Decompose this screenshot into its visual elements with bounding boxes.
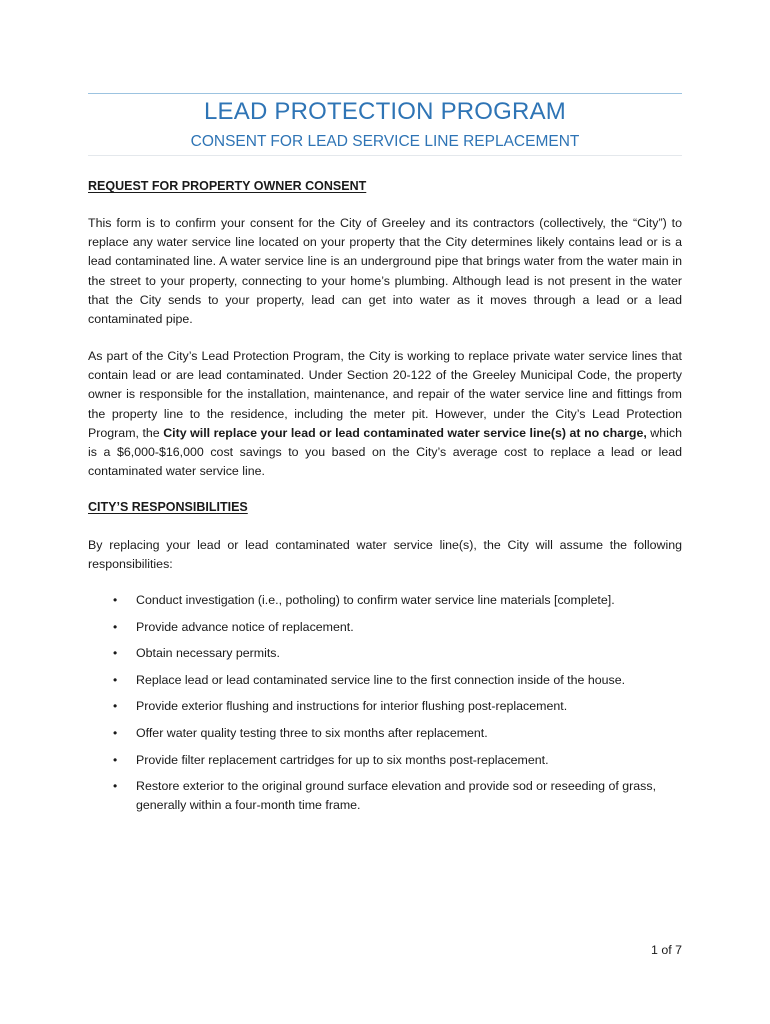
program-paragraph bbox=[88, 347, 682, 481]
bullet-icon: • bbox=[113, 672, 118, 687]
list-item-text: Provide filter replacement cartridges for up to six months post-replacement. bbox=[136, 752, 549, 767]
bullet-icon: • bbox=[113, 779, 118, 794]
bullet-icon: • bbox=[113, 646, 118, 661]
list-item bbox=[88, 751, 682, 770]
bullet-icon: • bbox=[113, 752, 118, 767]
program-paragraph-start: As part of the City’s Lead Protection Program, the City is working to replace private water service lines that contain lead or are lead contaminated. Under Section 20-122 of the Greeley Municipal Code, the property owner is responsible for the installation, maintenance, and repair of the water service line and fittings from the property line to the residence, including the meter pit. However, under the City’s Lead Protection Program, the bbox=[88, 349, 682, 440]
header-top-rule bbox=[88, 93, 682, 94]
bullet-icon: • bbox=[113, 593, 118, 607]
list-item bbox=[88, 644, 682, 663]
responsibilities-intro: By replacing your lead or lead contaminated water service line(s), the City will assume the following responsibilities: bbox=[88, 538, 682, 572]
list-item-text: Conduct investigation (i.e., potholing) to confirm water service line materials [complete]. bbox=[136, 593, 615, 607]
section-heading-city-responsibilities: CITY’S RESPONSIBILITIES bbox=[88, 500, 248, 514]
header-bottom-rule bbox=[88, 155, 682, 156]
list-item-text: Replace lead or lead contaminated service line to the first connection inside of the house. bbox=[136, 672, 626, 687]
bullet-icon: • bbox=[113, 619, 118, 634]
list-item bbox=[88, 591, 682, 610]
list-item bbox=[88, 724, 682, 743]
section-heading-owner-consent: REQUEST FOR PROPERTY OWNER CONSENT bbox=[88, 179, 367, 193]
consent-paragraph: This form is to confirm your consent for the City of Greeley and its contractors (collectively, the “City”) to replace any water service line located on your property that the City determines likely contains lead or is a lead contaminated line. A water service line is an underground pipe that brings water from the water main in the street to your property, connecting to your home’s plumbing. Although lead is not present in the water that the City sends to your property, lead can get into water as it moves through a lead or a lead contaminated pipe. bbox=[88, 216, 682, 327]
list-item-text: Provide exterior flushing and instructions for interior flushing post-replacement. bbox=[136, 699, 568, 714]
page-number: 1 of 7 bbox=[650, 943, 682, 957]
list-item bbox=[88, 618, 682, 637]
program-paragraph-end: which is a $6,000-$16,000 cost savings to you based on the City’s average cost to replace a lead or lead contaminated water service line. bbox=[88, 425, 682, 479]
bullet-icon: • bbox=[113, 699, 118, 714]
list-item bbox=[88, 697, 682, 716]
list-item-text: Provide advance notice of replacement. bbox=[136, 619, 354, 634]
responsibilities-list bbox=[88, 591, 682, 823]
document-title: LEAD PROTECTION PROGRAM bbox=[204, 98, 566, 125]
list-item bbox=[88, 671, 682, 690]
list-item bbox=[88, 777, 682, 815]
list-item-text: Obtain necessary permits. bbox=[136, 646, 280, 661]
document-subtitle: CONSENT FOR LEAD SERVICE LINE REPLACEMENT bbox=[190, 133, 580, 150]
program-paragraph-bold: City will replace your lead or lead contaminated water service line(s) at no charge, bbox=[163, 425, 647, 440]
list-item-text: Offer water quality testing three to six months after replacement. bbox=[136, 725, 488, 740]
bullet-icon: • bbox=[113, 725, 118, 740]
list-item-text: Restore exterior to the original ground surface elevation and provide sod or reseeding of grass, generally within a four-month time frame. bbox=[136, 779, 657, 813]
